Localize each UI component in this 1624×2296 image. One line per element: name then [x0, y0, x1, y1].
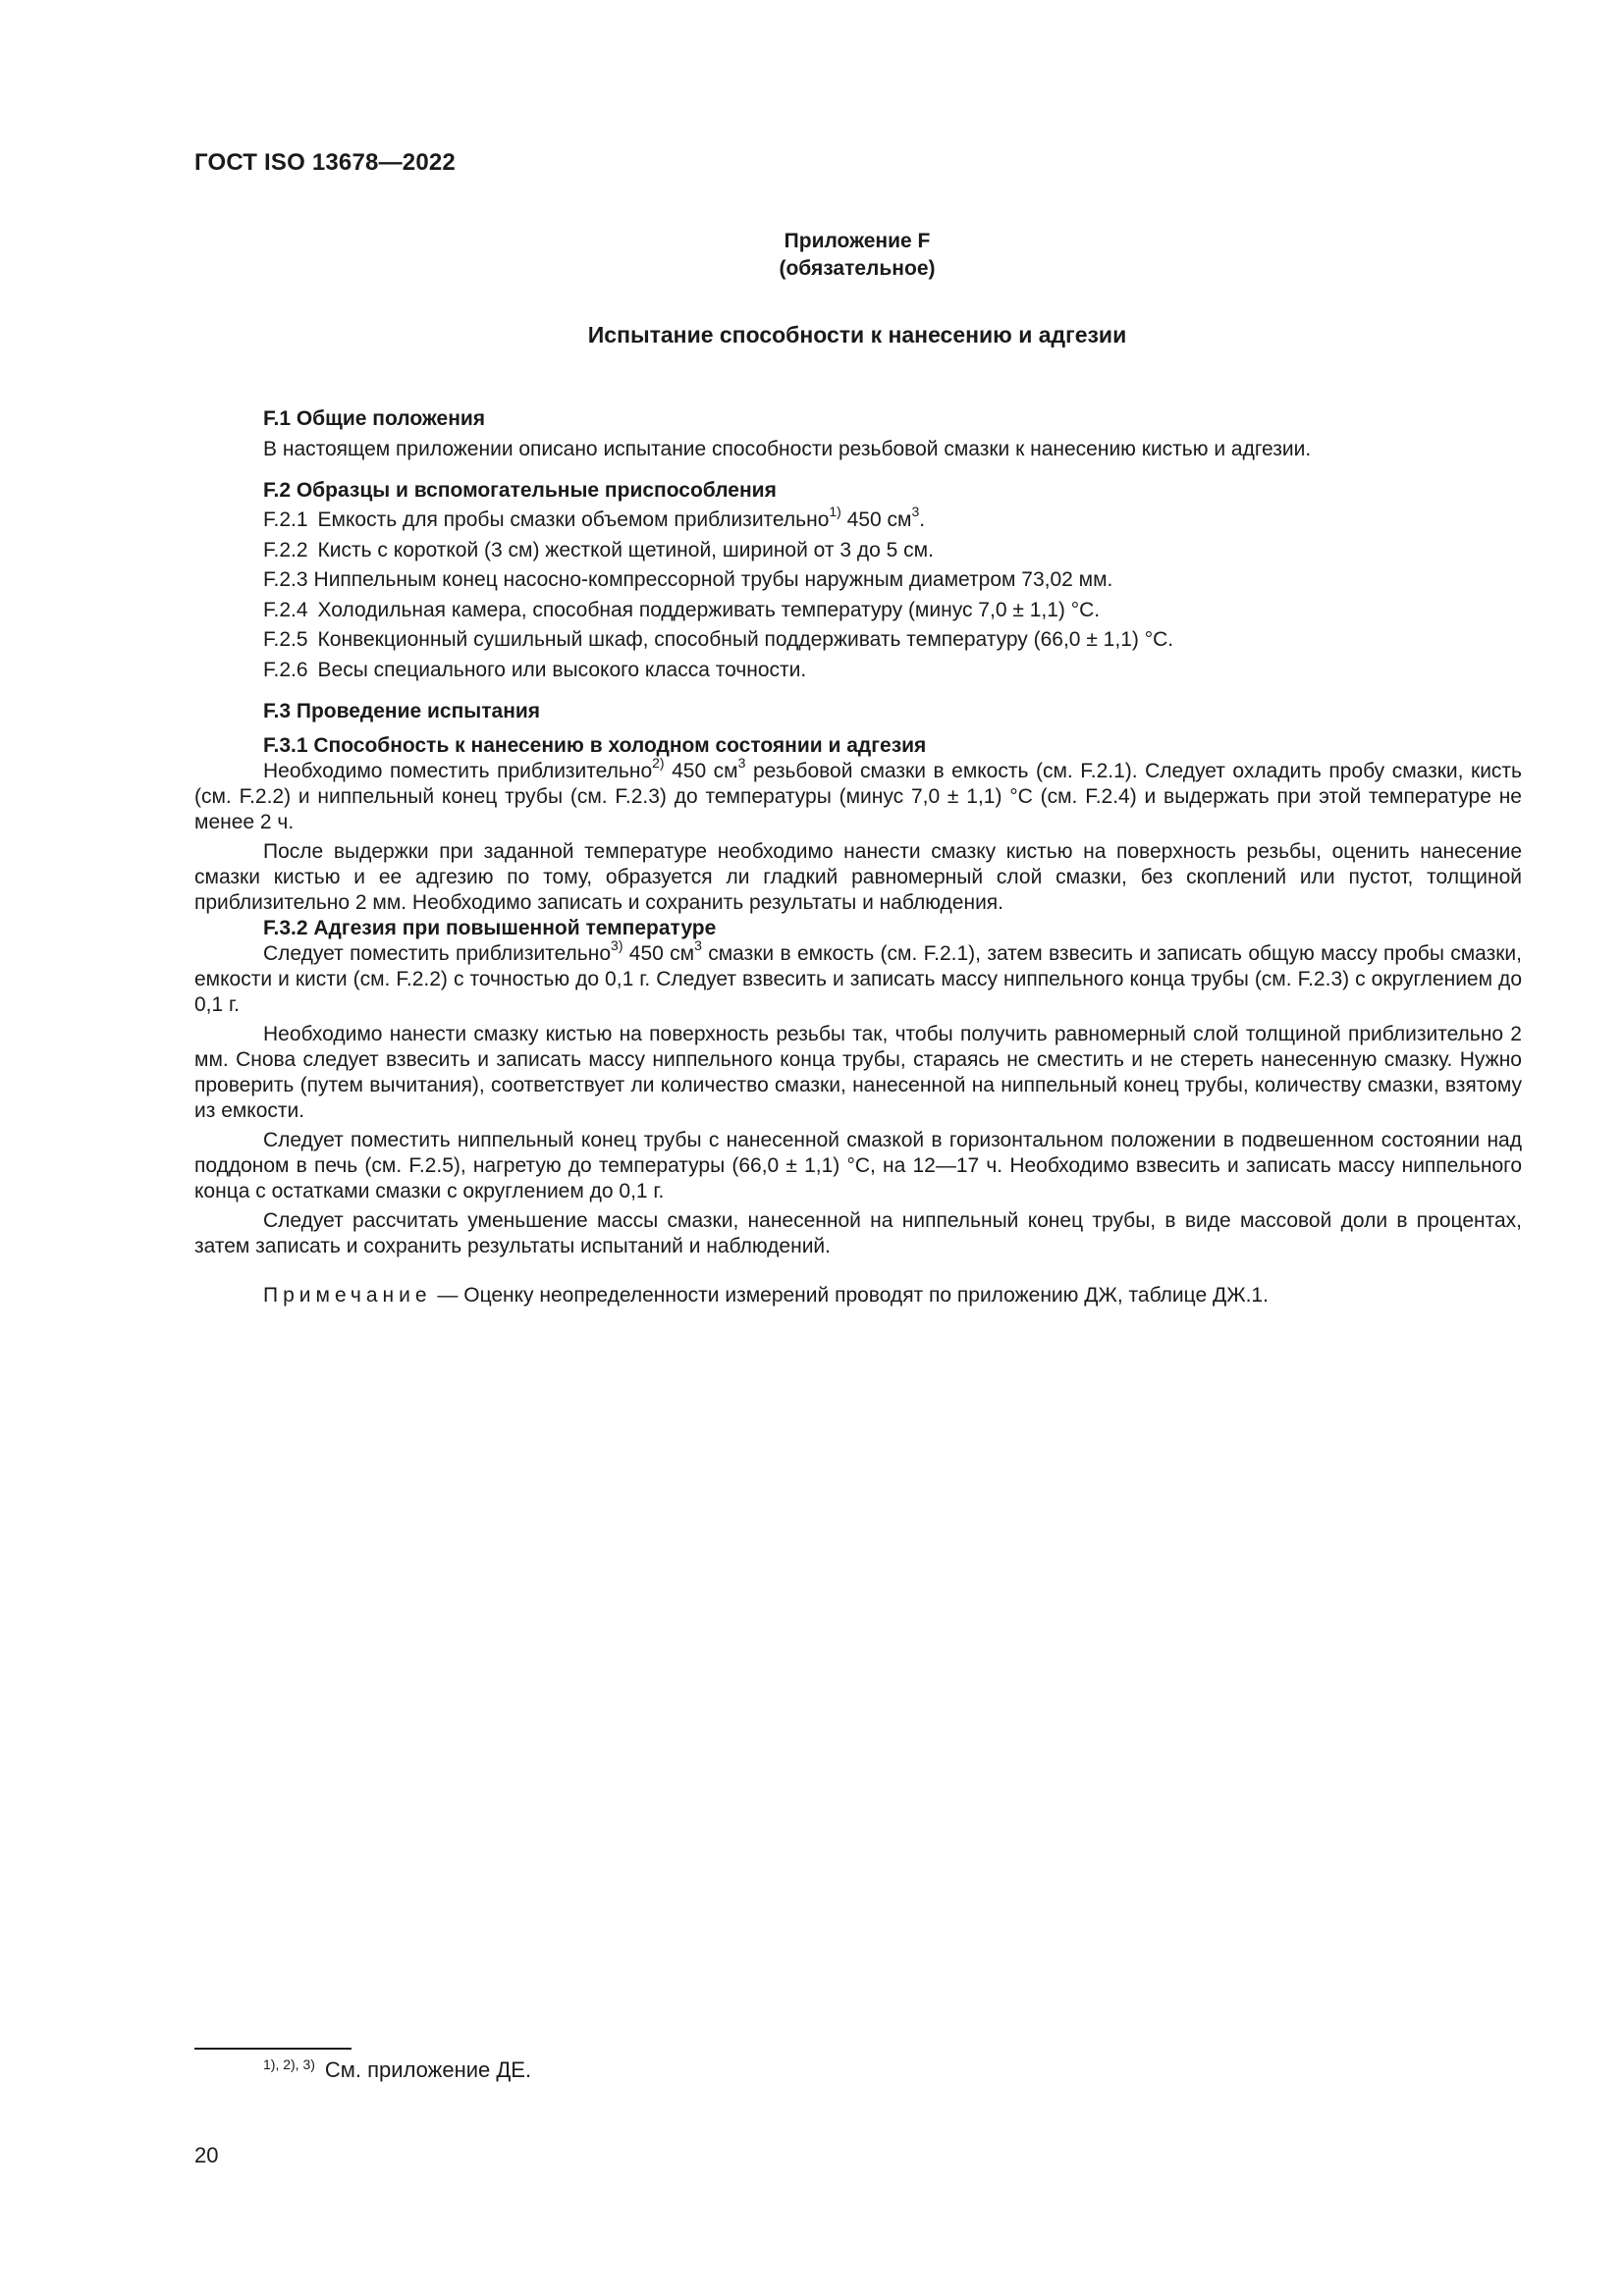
footnote-ref: 1) — [829, 504, 841, 519]
paragraph-text: резьбовой смазки в емкость (см. F.2.1). Следует охладить пробу смазки, кисть (см. F.2.2) и ниппельный конец трубы (см. F.2.3) до температуры (минус 7,0 ± 1,1) °C (см. F.2.4) и выдержать при этой температуре не менее 2 ч. — [194, 759, 1522, 833]
list-item — [194, 506, 1522, 536]
superscript: 3 — [911, 504, 920, 519]
annex-status: (обязательное) — [779, 257, 936, 280]
item-number: F.2.6 — [263, 658, 308, 681]
section-f2-heading: F.2 Образцы и вспомогательные приспособления — [263, 478, 777, 502]
paragraph-text: смазки в емкость (см. F.2.1), затем взвесить и записать общую массу пробы смазки, емкости и кисти (см. F.2.2) с точностью до 0,1 г. Следует взвесить и записать массу ниппельного конца трубы (см. F.2.3) с округлением до 0,1 г. — [194, 941, 1522, 1016]
annex-heading: Испытание способности к нанесению и адгезии — [587, 322, 1127, 347]
section-f1-text: В настоящем приложении описано испытание способности резьбовой смазки к нанесению кистью и адгезии. — [263, 437, 1312, 460]
item-number: F.2.5 — [263, 628, 308, 651]
item-text: . — [919, 508, 926, 531]
footnote-ref: 2) — [652, 754, 665, 771]
superscript: 3 — [737, 754, 746, 771]
document-body — [194, 400, 1522, 1310]
paragraph — [194, 754, 1522, 835]
item-text: Емкость для пробы смазки объемом приблизительно — [317, 508, 830, 531]
paragraph-text: Необходимо поместить приблизительно — [263, 759, 653, 782]
item-number: F.2.4 — [263, 598, 308, 621]
footnote — [263, 2057, 531, 2083]
item-text: 450 см — [840, 508, 912, 531]
page-number: 20 — [194, 2143, 219, 2167]
item-text: Конвекционный сушильный шкаф, способный поддерживать температуру (66,0 ± 1,1) °C. — [317, 628, 1174, 651]
doc-code-header: ГОСТ ISO 13678—2022 — [194, 149, 456, 176]
note-label: Примечание — [263, 1283, 432, 1307]
list-item — [194, 565, 1522, 596]
paragraph: Необходимо нанести смазку кистью на поверхность резьбы так, чтобы получить равномерный слой толщиной приблизительно 2 мм. Снова следует взвесить и записать массу ниппельного конца трубы, стараясь не сместить и не стереть нанесенную смазку. Нужно проверить (путем вычитания), соответствует ли количество смазки, нанесенной на ниппельный конец трубы, количеству смазки, взятому из емкости. — [194, 1022, 1522, 1122]
list-item — [194, 656, 1522, 686]
paragraph-text: Следует поместить приблизительно — [263, 941, 612, 965]
annex-title-block — [194, 228, 1520, 283]
list-item — [194, 596, 1522, 626]
paragraph — [194, 936, 1522, 1018]
list-item — [194, 536, 1522, 566]
section-f1-heading: F.1 Общие положения — [263, 407, 486, 430]
footnote-text: См. приложение ДЕ. — [324, 2057, 532, 2082]
paragraph: Следует рассчитать уменьшение массы смазки, нанесенной на ниппельный конец трубы, в виде массовой доли в процентах, затем записать и сохранить результаты испытаний и наблюдений. — [194, 1208, 1522, 1257]
section-f3-heading: F.3 Проведение испытания — [263, 700, 541, 722]
paragraph: После выдержки при заданной температуре необходимо нанести смазку кистью на поверхность резьбы, оценить нанесение смазки кистью и ее адгезию по тому, образуется ли гладкий равномерный слой смазки, без скоплений или пустот, толщиной приблизительно 2 мм. Необходимо записать и сохранить результаты и наблюдения. — [194, 839, 1522, 914]
footnote-divider — [194, 2048, 352, 2050]
item-number: F.2.3 — [263, 568, 308, 591]
item-text: Ниппельным конец насосно-компрессорной трубы наружным диаметром 73,02 мм. — [313, 568, 1113, 591]
note-text: — Оценку неопределенности измерений проводят по приложению ДЖ, таблице ДЖ.1. — [431, 1283, 1269, 1307]
item-text: Весы специального или высокого класса точности. — [317, 658, 807, 681]
superscript: 3 — [694, 936, 702, 953]
item-text: Холодильная камера, способная поддерживать температуру (минус 7,0 ± 1,1) °C. — [317, 598, 1101, 621]
subsection-f31-heading: F.3.1 Способность к нанесению в холодном состоянии и адгезия — [263, 733, 927, 757]
footnote-ref: 3) — [611, 936, 623, 953]
annex-title: Приложение F — [784, 230, 931, 252]
subsection-f32-heading: F.3.2 Адгезия при повышенной температуре — [263, 916, 717, 939]
paragraph-text: 450 см — [664, 759, 738, 782]
paragraph-text: 450 см — [623, 941, 695, 965]
item-number: F.2.1 — [263, 508, 308, 531]
list-item — [194, 625, 1522, 656]
note — [194, 1281, 1522, 1311]
item-number: F.2.2 — [263, 538, 308, 561]
item-text: Кисть с короткой (3 см) жесткой щетиной, шириной от 3 до 5 см. — [317, 538, 934, 561]
footnote-marks: 1), 2), 3) — [263, 2056, 315, 2072]
paragraph: Следует поместить ниппельный конец трубы с нанесенной смазкой в горизонтальном положении в подвешенном состоянии над поддоном в печь (см. F.2.5), нагретую до температуры (66,0 ± 1,1) °C, на 12—17 ч. Необходимо взвесить и записать массу ниппельного конца с остатками смазки с округлением до 0,1 г. — [194, 1128, 1522, 1202]
